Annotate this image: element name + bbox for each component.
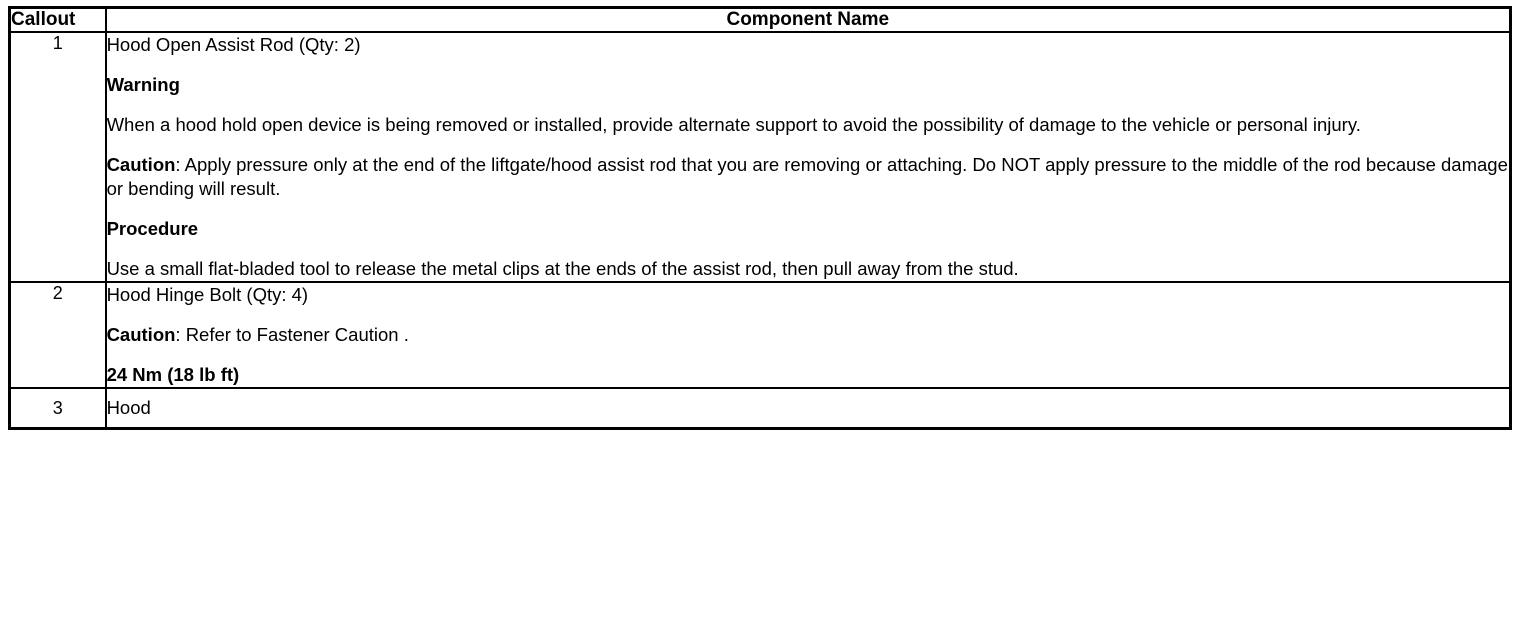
component-description bbox=[106, 32, 1511, 282]
table-row bbox=[10, 32, 1511, 282]
callout-number: 1 bbox=[10, 32, 106, 282]
procedure-heading: Procedure bbox=[106, 218, 199, 240]
column-header-callout: Callout bbox=[10, 8, 106, 32]
column-header-component-name: Component Name bbox=[106, 8, 1511, 32]
component-title: Hood Hinge Bolt (Qty: 4) bbox=[106, 284, 309, 306]
component-description bbox=[106, 388, 1511, 429]
component-title: Hood bbox=[106, 397, 151, 419]
caution-label: Caution bbox=[106, 153, 176, 175]
caution-text: : Refer to Fastener Caution . bbox=[175, 324, 409, 346]
component-description bbox=[106, 282, 1511, 388]
component-table bbox=[8, 6, 1512, 430]
warning-heading: Warning bbox=[106, 73, 180, 95]
callout-number: 3 bbox=[10, 388, 106, 429]
torque-spec: 24 Nm (18 lb ft) bbox=[106, 364, 240, 386]
caution-label: Caution bbox=[106, 324, 176, 346]
table-row bbox=[10, 388, 1511, 429]
caution-text: : Apply pressure only at the end of the liftgate/hood assist rod that you are removing or attaching. Do NOT apply pressure to the middle of the rod because damage or bending will result. bbox=[106, 153, 1508, 200]
caution-paragraph bbox=[107, 153, 1509, 201]
warning-text: When a hood hold open device is being removed or installed, provide alternate support to avoid the possibility of damage to the vehicle or personal injury. bbox=[106, 113, 1361, 135]
procedure-text: Use a small flat-bladed tool to release the metal clips at the ends of the assist rod, then pull away from the stud. bbox=[106, 258, 1019, 280]
table-header-row bbox=[10, 8, 1511, 32]
table-row bbox=[10, 282, 1511, 388]
component-title: Hood Open Assist Rod (Qty: 2) bbox=[106, 33, 361, 55]
callout-number: 2 bbox=[10, 282, 106, 388]
caution-paragraph bbox=[107, 323, 1509, 347]
